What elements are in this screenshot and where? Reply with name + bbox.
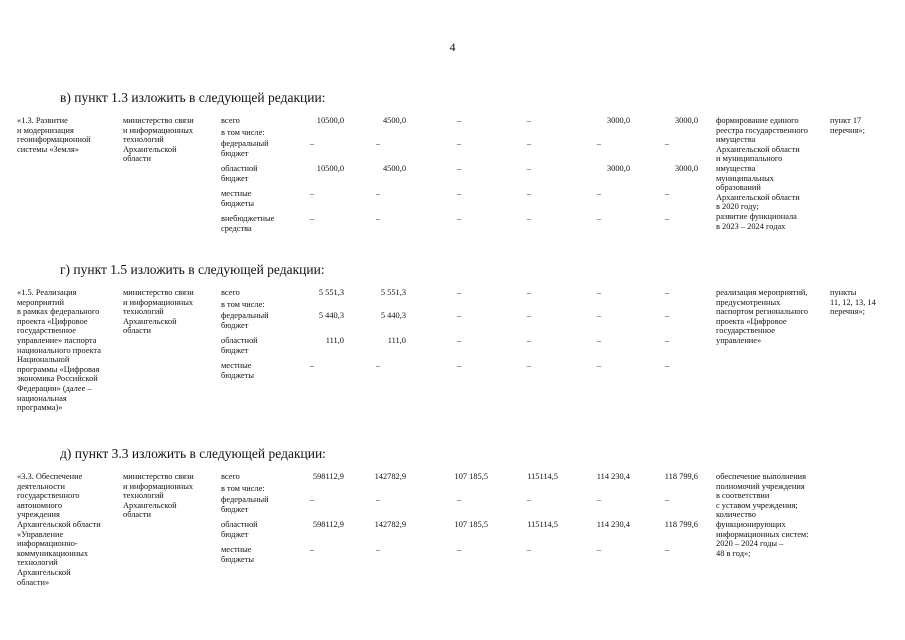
funding-value-cell: 3000,0	[674, 116, 698, 125]
funding-value-cell: 10500,0	[316, 164, 344, 173]
funding-source-label: областной бюджет	[221, 164, 258, 183]
funding-value-cell: 10500,0	[316, 116, 344, 125]
funding-value-cell: 5 551,3	[318, 288, 344, 297]
executor-cell: министерство связи и информационных технологий Архангельской области	[123, 288, 194, 336]
funding-value-cell: –	[456, 139, 462, 148]
funding-value-cell: 598112,9	[312, 472, 344, 481]
funding-value-cell: 115114,5	[527, 472, 558, 481]
funding-value-cell: –	[309, 189, 315, 198]
funding-source-label: федеральный бюджет	[221, 139, 269, 158]
funding-source-label: в том числе:	[221, 128, 265, 137]
funding-value-cell: –	[309, 495, 315, 504]
funding-source-label: местные бюджеты	[221, 545, 255, 564]
funding-value-cell: –	[596, 336, 602, 345]
funding-value-cell: 114 230,4	[596, 520, 630, 529]
funding-value-cell: –	[526, 545, 532, 554]
funding-source-label: в том числе:	[221, 484, 265, 493]
funding-source-label: местные бюджеты	[221, 361, 255, 380]
funding-value-cell: –	[596, 288, 602, 297]
funding-value-cell: 5 440,3	[318, 311, 344, 320]
funding-value-cell: –	[664, 288, 670, 297]
section-heading: д) пункт 3.3 изложить в следующей редакции:	[60, 446, 326, 461]
funding-value-cell: –	[526, 495, 532, 504]
expected-result-cell: формирование единого реестра государственного имущества Архангельской области и муниципального имущества муниципальных образований Архангельской области в 2020 году; развитие функционала в 2023 – 2024 годах	[716, 116, 808, 231]
funding-source-label: всего	[221, 288, 240, 297]
funding-value-cell: 5 440,3	[380, 311, 406, 320]
funding-value-cell: –	[526, 189, 532, 198]
funding-source-label: федеральный бюджет	[221, 495, 269, 514]
funding-value-cell: 598112,9	[312, 520, 344, 529]
funding-value-cell: –	[456, 189, 462, 198]
funding-source-label: федеральный бюджет	[221, 311, 269, 330]
funding-value-cell: –	[456, 545, 462, 554]
funding-value-cell: –	[664, 495, 670, 504]
funding-value-cell: –	[664, 311, 670, 320]
funding-value-cell: –	[526, 336, 532, 345]
funding-value-cell: –	[664, 361, 670, 370]
funding-value-cell: –	[456, 116, 462, 125]
funding-value-cell: –	[526, 116, 532, 125]
funding-value-cell: –	[456, 361, 462, 370]
funding-value-cell: 3000,0	[674, 164, 698, 173]
funding-source-label: всего	[221, 116, 240, 125]
funding-value-cell: 115114,5	[527, 520, 558, 529]
funding-value-cell: –	[596, 495, 602, 504]
funding-source-label: всего	[221, 472, 240, 481]
funding-value-cell: –	[526, 361, 532, 370]
funding-value-cell: –	[664, 336, 670, 345]
expected-result-cell: реализация мероприятий, предусмотренных паспортом регионального проекта «Цифровое государственное управление»	[716, 288, 808, 345]
funding-value-cell: –	[526, 288, 532, 297]
funding-value-cell: –	[309, 361, 315, 370]
funding-value-cell: –	[596, 189, 602, 198]
reference-cell: пункт 17 перечня»;	[830, 116, 865, 135]
funding-value-cell: –	[375, 139, 381, 148]
funding-source-label: внебюджетные средства	[221, 214, 275, 233]
funding-value-cell: –	[375, 189, 381, 198]
funding-value-cell: –	[456, 336, 462, 345]
funding-value-cell: –	[309, 545, 315, 554]
funding-value-cell: 114 230,4	[596, 472, 630, 481]
funding-value-cell: –	[456, 214, 462, 223]
funding-value-cell: –	[596, 214, 602, 223]
reference-cell: пункты 11, 12, 13, 14 перечня»;	[830, 288, 876, 317]
funding-value-cell: 4500,0	[382, 164, 406, 173]
funding-value-cell: 118 799,6	[664, 520, 698, 529]
funding-value-cell: –	[375, 361, 381, 370]
funding-value-cell: –	[309, 139, 315, 148]
funding-value-cell: –	[456, 495, 462, 504]
funding-value-cell: –	[375, 545, 381, 554]
funding-value-cell: –	[526, 139, 532, 148]
section-heading: в) пункт 1.3 изложить в следующей редакции:	[60, 90, 326, 105]
funding-value-cell: 111,0	[387, 336, 406, 345]
funding-value-cell: –	[456, 164, 462, 173]
funding-value-cell: 118 799,6	[664, 472, 698, 481]
funding-value-cell: –	[309, 214, 315, 223]
funding-value-cell: –	[526, 311, 532, 320]
funding-value-cell: –	[664, 545, 670, 554]
funding-value-cell: –	[596, 361, 602, 370]
funding-value-cell: –	[596, 311, 602, 320]
funding-value-cell: –	[456, 311, 462, 320]
executor-cell: министерство связи и информационных технологий Архангельской области	[123, 116, 194, 164]
item-name-cell: «1.3. Развитие и модернизация геоинформационной системы «Земля»	[17, 116, 91, 154]
funding-value-cell: –	[456, 288, 462, 297]
funding-value-cell: 111,0	[325, 336, 344, 345]
funding-value-cell: 142782,9	[374, 520, 406, 529]
item-name-cell: «3.3. Обеспечение деятельности государственного автономного учреждения Архангельской области «Управление информационно- коммуникационных технологий Архангельской области»	[17, 472, 101, 587]
funding-value-cell: 107 185,5	[454, 520, 488, 529]
funding-value-cell: –	[664, 214, 670, 223]
funding-value-cell: –	[526, 214, 532, 223]
funding-value-cell: –	[375, 495, 381, 504]
funding-value-cell: 142782,9	[374, 472, 406, 481]
funding-value-cell: –	[596, 545, 602, 554]
funding-value-cell: 4500,0	[382, 116, 406, 125]
funding-value-cell: 107 185,5	[454, 472, 488, 481]
funding-value-cell: 3000,0	[606, 116, 630, 125]
funding-source-label: в том числе:	[221, 300, 265, 309]
section-heading: г) пункт 1.5 изложить в следующей редакции:	[60, 262, 325, 277]
funding-value-cell: 3000,0	[606, 164, 630, 173]
executor-cell: министерство связи и информационных технологий Архангельской области	[123, 472, 194, 520]
funding-source-label: местные бюджеты	[221, 189, 255, 208]
page-number: 4	[449, 40, 456, 54]
expected-result-cell: обеспечение выполнения полномочий учреждения в соответствии с уставом учреждения; количество функционирующих информационных систем: 2020 – 2024 годы – 48 в год»;	[716, 472, 809, 558]
funding-value-cell: 5 551,3	[380, 288, 406, 297]
funding-source-label: областной бюджет	[221, 336, 258, 355]
item-name-cell: «1.5. Реализация мероприятий в рамках федерального проекта «Цифровое государственное управление» паспорта национального проекта Национальной программы «Цифровая экономика Российской Федерации» (далее – национальная программа)»	[17, 288, 101, 413]
funding-value-cell: –	[526, 164, 532, 173]
funding-source-label: областной бюджет	[221, 520, 258, 539]
funding-value-cell: –	[664, 189, 670, 198]
funding-value-cell: –	[664, 139, 670, 148]
funding-value-cell: –	[375, 214, 381, 223]
funding-value-cell: –	[596, 139, 602, 148]
